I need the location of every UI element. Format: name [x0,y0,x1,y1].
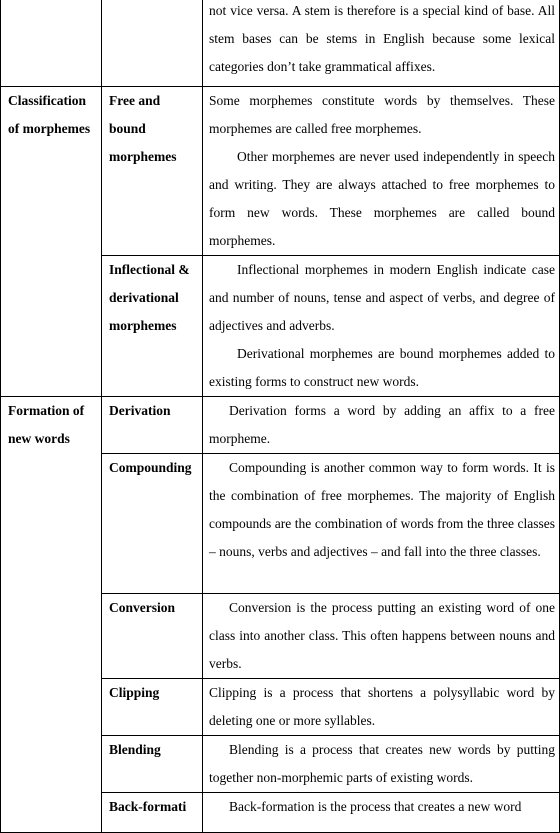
compounding-paragraph: Compounding is another common way to form words. It is the combination of free morphemes. The majority of English compounds are the combination of words from the three classes – nouns, verbs and adjectives – and fall into the three classes. [209,460,555,559]
backformation-text-cell [203,793,560,833]
backformation-label: Back-formati [102,793,203,833]
blending-text-cell [203,736,560,793]
conversion-text-cell [203,594,560,679]
backformation-paragraph: Back-formation is the process that creates a new word [229,799,522,814]
table-row [1,87,560,256]
derivation-label: Derivation [102,397,203,454]
derivation-text-cell [203,397,560,454]
clipping-text-cell [203,679,560,736]
compounding-text-cell [203,454,560,594]
free-bound-label: Free and bound morphemes [102,87,203,256]
formation-label: Formation of new words [1,397,102,833]
derivational-paragraph: Derivational morphemes are bound morphemes added to existing forms to construct new words. [209,346,555,389]
stem-text-cell [203,0,560,87]
conversion-paragraph: Conversion is the process putting an existing word of one class into another class. This often happens between nouns and verbs. [209,600,555,671]
infl-deriv-label: Inflectional & derivational morphemes [102,256,203,397]
conversion-label: Conversion [102,594,203,679]
bound-morphemes-paragraph: Other morphemes are never used independently in speech and writing. They are always attached to free morphemes to form new words. These morphemes are called bound morphemes. [209,149,555,248]
derivation-paragraph: Derivation forms a word by adding an affix to a free morpheme. [209,403,555,446]
compounding-label: Compounding [102,454,203,594]
classification-label: Classification of morphemes [1,87,102,397]
clipping-paragraph: Clipping is a process that shortens a polysyllabic word by deleting one or more syllables. [209,685,555,728]
stem-paragraph: not vice versa. A stem is therefore is a special kind of base. All stem bases can be stems in English because some lexical categories don’t take grammatical affixes. [209,3,555,74]
table-row [1,397,560,454]
table-cell-empty [102,0,203,87]
blending-label: Blending [102,736,203,793]
free-bound-text-cell [203,87,560,256]
table-cell-empty [1,0,102,87]
clipping-label: Clipping [102,679,203,736]
infl-deriv-text-cell [203,256,560,397]
inflectional-paragraph: Inflectional morphemes in modern English indicate case and number of nouns, tense and aspect of verbs, and degree of adjectives and adverbs. [209,262,555,333]
free-morphemes-paragraph: Some morphemes constitute words by themselves. These morphemes are called free morphemes. [209,93,555,136]
table-row [1,0,560,87]
blending-paragraph: Blending is a process that creates new words by putting together non-morphemic parts of existing words. [209,742,555,785]
